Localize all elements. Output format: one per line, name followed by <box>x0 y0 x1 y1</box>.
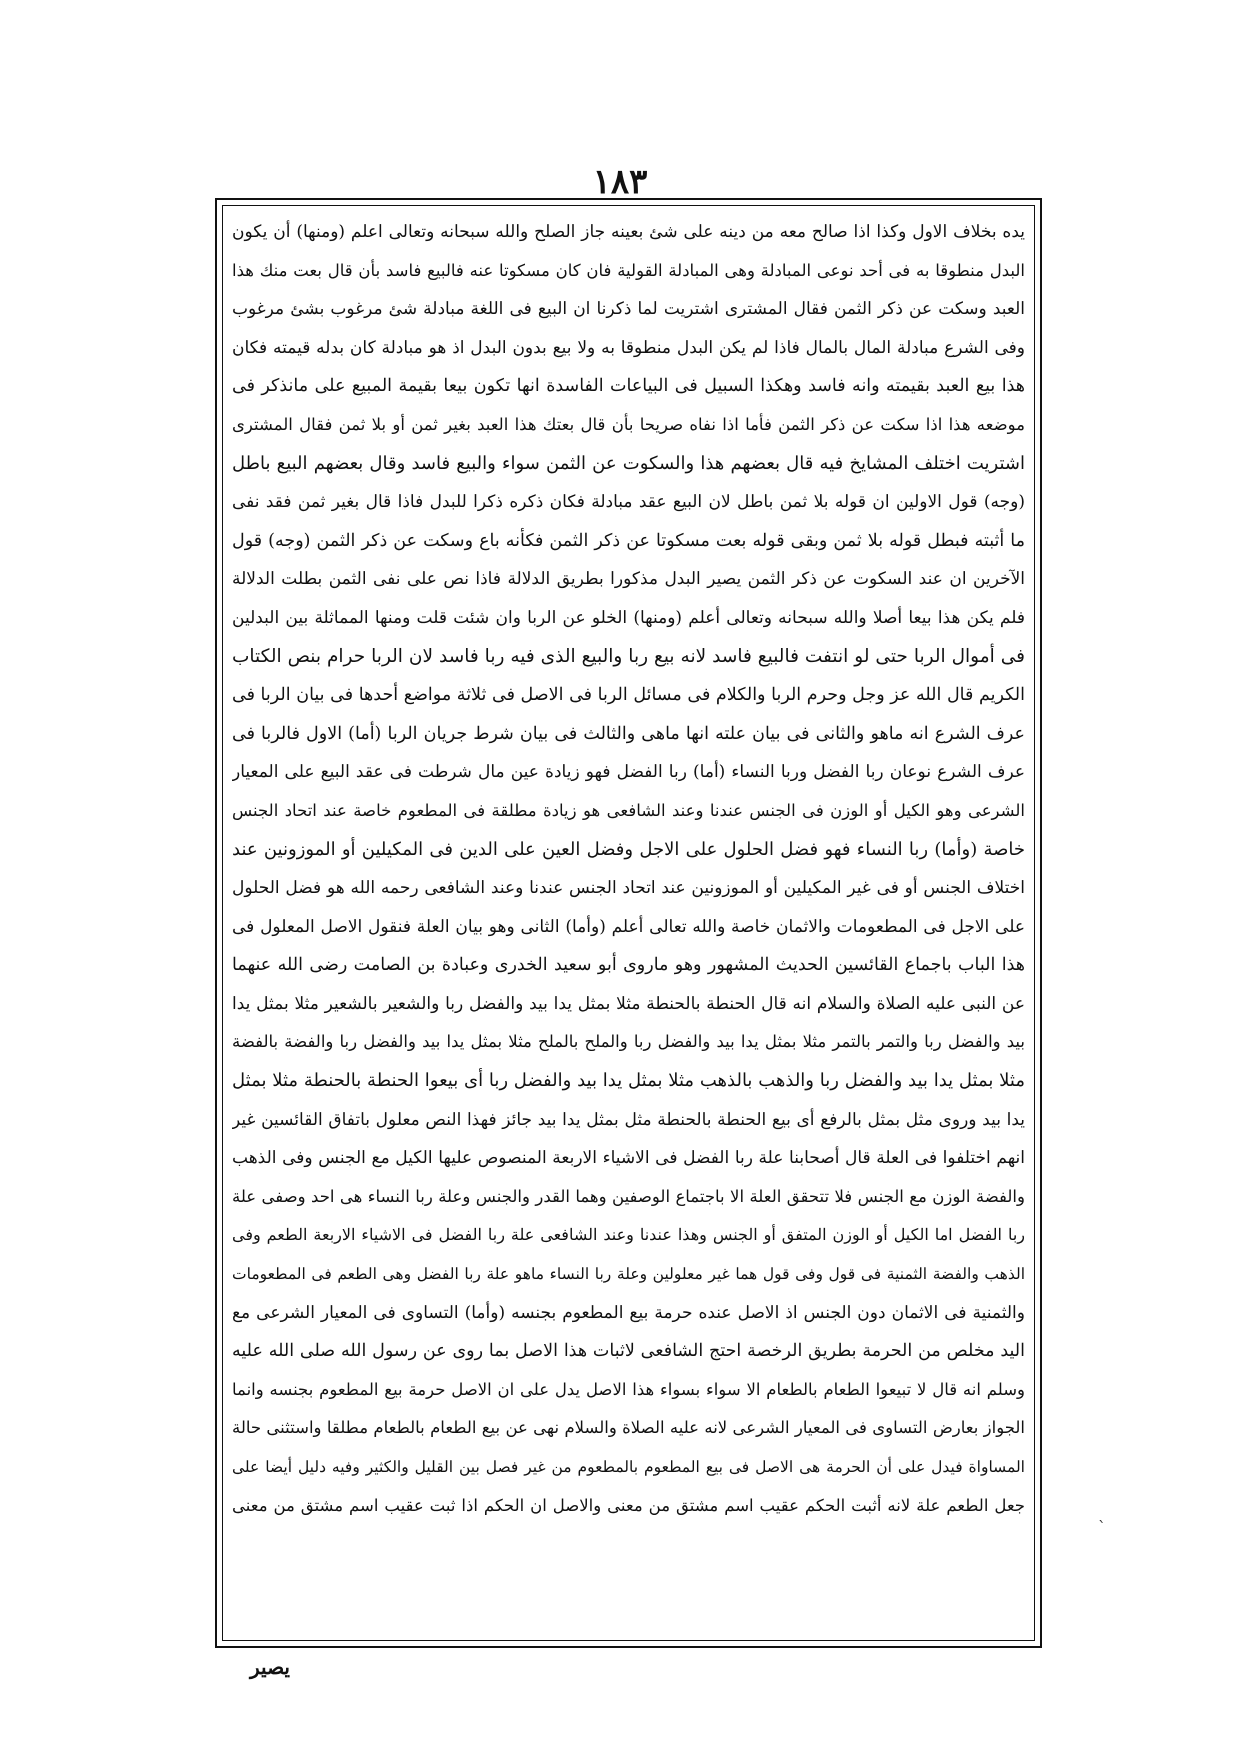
text-line: عرف الشرع انه ماهو والثانى فى بيان علته انها ماهى والثالث فى بيان شرط جريان الربا (أما) الاول فالربا فى <box>232 723 1025 744</box>
text-line: يده بخلاف الاول وكذا اذا صالح معه من دينه على شئ بعينه جاز الصلح والله سبحانه وتعالى اعلم (ومنها) أن يكون <box>232 222 1025 242</box>
text-line: وسلم انه قال لا تبيعوا الطعام بالطعام الا سواء بسواء هذا الاصل يدل على ان الاصل حرمة بيع المطعوم بجنسه وانما <box>232 1379 1025 1399</box>
text-line: البدل منطوقا به فى أحد نوعى المبادلة وهى المبادلة القولية فان كان مسكوتا عنه فالبيع فاسد بأن قال بعت منك هذا <box>232 260 1025 280</box>
text-line: بيد والفضل ربا والتمر بالتمر مثلا بمثل يدا بيد والفضل ربا والملح بالملح مثلا بمثل يدا بيد والفضل ربا والفضة بالفضة <box>232 1032 1025 1052</box>
catchword: يصير <box>250 1655 290 1679</box>
text-line: اليد مخلص من الحرمة بطريق الرخصة احتج الشافعى لاثبات هذا الاصل بما روى عن رسول الله صلى الله عليه <box>232 1341 1025 1362</box>
text-line: اشتريت اختلف المشايخ فيه قال بعضهم هذا والسكوت عن الثمن سواء والبيع فاسد وقال بعضهم البيع باطل <box>232 452 1025 474</box>
text-line: موضعه هذا اذا سكت عن ذكر الثمن فأما اذا نفاه صريحا بأن قال بعتك هذا العبد بغير ثمن أو بلا ثمن فقال المشترى <box>232 414 1025 434</box>
text-line: مثلا بمثل يدا بيد والفضل ربا والذهب بالذهب مثلا بمثل يدا بيد والفضل ربا أى بيعوا الحنطة بالحنطة مثلا بمثل <box>232 1070 1025 1092</box>
text-line: المساواة فيدل على أن الحرمة هى الاصل فى بيع المطعوم بالمطعوم من غير فصل بين القليل والكثير وفيه دليل أيضا على <box>232 1458 1025 1476</box>
text-line: والثمنية فى الاثمان دون الجنس اذ الاصل عنده حرمة بيع المطعوم بجنسه (وأما) التساوى فى المعيار الشرعى مع <box>232 1302 1025 1323</box>
text-line: وفى الشرع مبادلة المال بالمال فاذا لم يكن البدل منطوقا به ولا بيع بدون البدل اذ هو مبادلة كان بدله قيمته فكان <box>232 337 1025 358</box>
text-line: والفضة الوزن مع الجنس فلا تتحقق العلة الا باجتماع الوصفين وهما القدر والجنس وعلة ربا النساء هى احد وصفى علة <box>232 1186 1025 1206</box>
text-line: الكريم قال الله عز وجل وحرم الربا والكلام فى مسائل الربا فى الاصل فى ثلاثة مواضع أحدها فى بيان الربا فى <box>232 685 1025 706</box>
text-line: جعل الطعم علة لانه أثبت الحكم عقيب اسم مشتق من معنى والاصل ان الحكم اذا ثبت عقيب اسم مشتق من معنى <box>232 1495 1025 1515</box>
text-line: ربا الفضل اما الكيل أو الوزن المتفق أو الجنس وهذا عندنا وعند الشافعى علة ربا الفضل فى الاشياء الاربعة الطعم وفى <box>232 1225 1025 1245</box>
text-line: عرف الشرع نوعان ربا الفضل وربا النساء (أما) ربا الفضل فهو زيادة عين مال شرطت فى عقد البيع على المعيار <box>232 762 1025 783</box>
text-line: على الاجل فى المطعومات والاثمان خاصة والله تعالى أعلم (وأما) الثانى وهو بيان العلة فنقول الاصل المعلول فى <box>232 916 1025 937</box>
text-line: الشرعى وهو الكيل أو الوزن فى الجنس عندنا وعند الشافعى هو زيادة مطلقة فى المطعوم خاصة عند اتحاد الجنس <box>232 800 1025 820</box>
text-line: فى أموال الربا حتى لو انتفت فالبيع فاسد لانه بيع ربا والبيع الذى فيه ربا فاسد لان الربا حرام بنص الكتاب <box>232 645 1025 667</box>
text-line: (وجه) قول الاولين ان قوله بلا ثمن باطل لان البيع عقد مبادلة فكان ذكره ذكرا للبدل فاذا قال بغير ثمن فقد نفى <box>232 492 1025 513</box>
text-line: هذا بيع العبد بقيمته وانه فاسد وهكذا السبيل فى البياعات الفاسدة انها تكون بيعا بقيمة المبيع على مانذكر فى <box>232 376 1025 397</box>
page-number: ١٨٣ <box>592 162 648 202</box>
text-line: انهم اختلفوا فى العلة قال أصحابنا علة ربا الفضل فى الاشياء الاربعة المنصوص عليها الكيل مع الجنس وفى الذهب <box>232 1148 1025 1169</box>
text-line: اختلاف الجنس أو فى غير المكيلين أو الموزونين عند اتحاد الجنس عندنا وعند الشافعى رحمه الله هو فضل الحلول <box>232 878 1025 899</box>
text-line: يدا بيد وروى مثل بمثل بالرفع أى بيع الحنطة بالحنطة مثل بمثل يدا بيد جائز فهذا النص معلول باتفاق القائسين غير <box>232 1109 1025 1130</box>
text-block <box>232 213 1025 1525</box>
text-line: ما أثبته فبطل قوله بلا ثمن وبقى قوله بعت مسكوتا عن ذكر الثمن فكأنه باع وسكت عن ذكر الثمن (وجه) قول <box>232 530 1025 551</box>
text-line: هذا الباب باجماع القائسين الحديث المشهور وهو ماروى أبو سعيد الخدرى وعبادة بن الصامت رضى الله عنهما <box>232 955 1025 976</box>
text-line: الذهب والفضة الثمنية فى قول وفى قول هما غير معلولين وعلة ربا النساء ماهو علة ربا الفضل وهى الطعم فى المطعومات <box>232 1265 1025 1284</box>
text-line: خاصة (وأما) ربا النساء فهو فضل الحلول على الاجل وفضل العين على الدين فى المكيلين أو الموزونين عند <box>232 838 1025 860</box>
text-line: الجواز بعارض التساوى فى المعيار الشرعى لانه عليه الصلاة والسلام نهى عن بيع الطعام بالطعام مطلقا واستثنى حالة <box>232 1418 1025 1438</box>
margin-mark: ˋ <box>1098 1518 1106 1537</box>
text-line: الآخرين ان عند السكوت عن ذكر الثمن يصير البدل مذكورا بطريق الدلالة فاذا نص على نفى الثمن بطلت الدلالة <box>232 569 1025 590</box>
text-line: فلم يكن هذا بيعا أصلا والله سبحانه وتعالى أعلم (ومنها) الخلو عن الربا وان شئت قلت ومنها المماثلة بين البدلين <box>232 607 1025 628</box>
text-line: عن النبى عليه الصلاة والسلام انه قال الحنطة بالحنطة مثلا بمثل يدا بيد والفضل ربا والشعير بالشعير مثلا بمثل يدا <box>232 993 1025 1014</box>
text-line: العبد وسكت عن ذكر الثمن فقال المشترى اشتريت لما ذكرنا ان البيع فى اللغة مبادلة شئ مرغوب بشئ مرغوب <box>232 299 1025 320</box>
